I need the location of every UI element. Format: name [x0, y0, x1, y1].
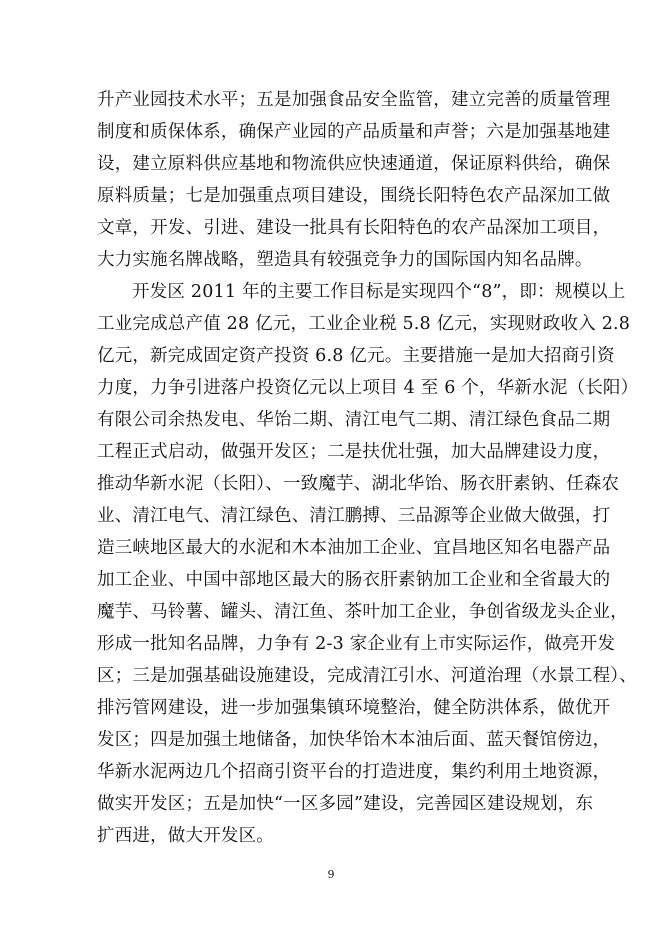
text-line: 文章，开发、引进、建设一批具有长阳特色的农产品深加工项目，: [97, 218, 611, 238]
text-line: 业、清江电气、清江绿色、清江鹏搏、三品源等企业做大做强，打: [97, 506, 611, 526]
text-line: 推动华新水泥（长阳）、一致魔芋、湖北华饴、肠衣肝素钠、任森农: [97, 474, 620, 494]
text-line: 形成一批知名品牌，力争有 2-3 家企业有上市实际运作，做亮开发: [97, 634, 616, 654]
text-line: 工业完成总产值 28 亿元，工业企业税 5.8 亿元，实现财政收入 2.8: [97, 314, 631, 334]
text-line: 力度，力争引进落户投资亿元以上项目 4 至 6 个，华新水泥（长阳）: [97, 378, 639, 398]
text-line: 有限公司余热发电、华饴二期、清江电气二期、清江绿色食品二期: [97, 410, 611, 430]
text-line: 造三峡地区最大的水泥和木本油加工企业、宜昌地区知名电器产品: [97, 538, 611, 558]
text-line: 加工企业、中国中部地区最大的肠衣肝素钠加工企业和全省最大的: [97, 570, 611, 590]
text-line: 设，建立原料供应基地和物流供应快速通道，保证原料供给，确保: [97, 154, 611, 174]
text-line: 魔芋、马铃薯、罐头、清江鱼、茶叶加工企业，争创省级龙头企业，: [97, 602, 628, 622]
text-line: 升产业园技术水平；五是加强食品安全监管，建立完善的质量管理: [97, 90, 611, 110]
page-number: 9: [327, 868, 335, 881]
text-line: 华新水泥两边几个招商引资平台的打造进度，集约利用土地资源，: [97, 762, 611, 782]
text-line: 排污管网建设，进一步加强集镇环境整治，健全防洪体系，做优开: [97, 698, 611, 718]
text-line: 区；三是加强基础设施建设，完成清江引水、河道治理（水景工程）、: [97, 666, 637, 686]
text-line: 制度和质保体系，确保产业园的产品质量和声誉；六是加强基地建: [97, 122, 611, 142]
text-line: 大力实施名牌战略，塑造具有较强竞争力的国际国内知名品牌。: [97, 250, 593, 270]
text-line: 做实开发区；五是加快“一区多园”建设，完善园区建设规划，东: [97, 794, 594, 814]
text-line: 发区；四是加强土地储备，加快华饴木本油后面、蓝天餐馆傍边，: [97, 730, 611, 750]
paragraph-first-line: 开发区 2011 年的主要工作目标是实现四个“8”，即：规模以上: [132, 282, 626, 302]
text-line: 扩西进，做大开发区。: [97, 826, 274, 846]
text-line: 工程正式启动，做强开发区；二是扶优壮强，加大品牌建设力度，: [97, 442, 611, 462]
text-line: 亿元，新完成固定资产投资 6.8 亿元。主要措施一是加大招商引资: [97, 346, 615, 366]
text-line: 原料质量；七是加强重点项目建设，围绕长阳特色农产品深加工做: [97, 186, 611, 206]
